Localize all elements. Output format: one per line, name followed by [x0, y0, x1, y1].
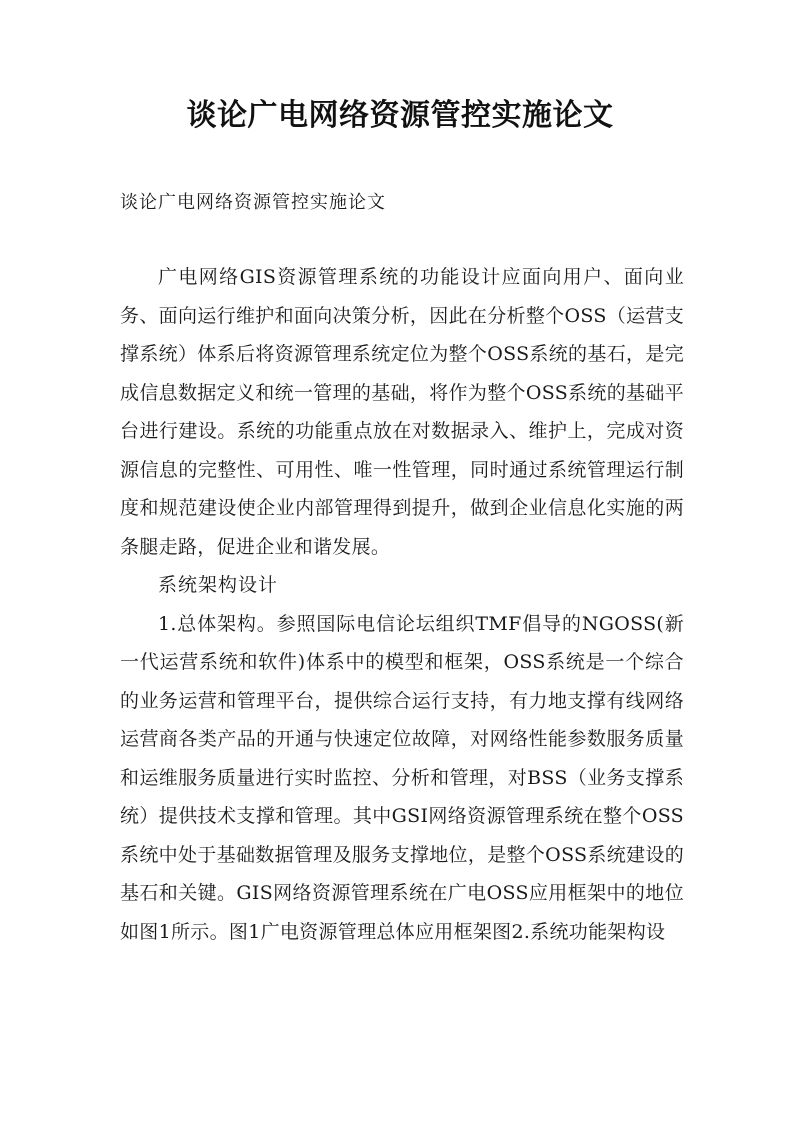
- paragraph-architecture: 1.总体架构。参照国际电信论坛组织TMF倡导的NGOSS(新一代运营系统和软件)体系中的模型和框架，OSS系统是一个综合的业务运营和管理平台，提供综合运行支持，有力地支撑有线网络运营商各类产品的开通与快速定位故障，对网络性能参数服务质量和运维服务质量进行实时监控、分析和管理，对BSS（业务支撑系统）提供技术支撑和管理。其中GSI网络资源管理系统在整个OSS系统中处于基础数据管理及服务支撑地位，是整个OSS系统建设的基石和关键。GIS网络资源管理系统在广电OSS应用框架中的地位如图1所示。图1广电资源管理总体应用框架图2.系统功能架构设: [120, 612, 684, 943]
- document-body: [120, 258, 684, 951]
- document-subtitle: 谈论广电网络资源管控实施论文: [120, 192, 386, 213]
- section-heading: 系统架构设计: [158, 574, 279, 596]
- paragraph-intro: 广电网络GIS资源管理系统的功能设计应面向用户、面向业务、面向运行维护和面向决策分析，因此在分析整个OSS（运营支撑系统）体系后将资源管理系统定位为整个OSS系统的基石，是完成信息数据定义和统一管理的基础，将作为整个OSS系统的基础平台进行建设。系统的功能重点放在对数据录入、维护上，完成对资源信息的完整性、可用性、唯一性管理，同时通过系统管理运行制度和规范建设使企业内部管理得到提升，做到企业信息化实施的两条腿走路，促进企业和谐发展。: [120, 266, 684, 558]
- document-title: 谈论广电网络资源管控实施论文: [186, 98, 614, 133]
